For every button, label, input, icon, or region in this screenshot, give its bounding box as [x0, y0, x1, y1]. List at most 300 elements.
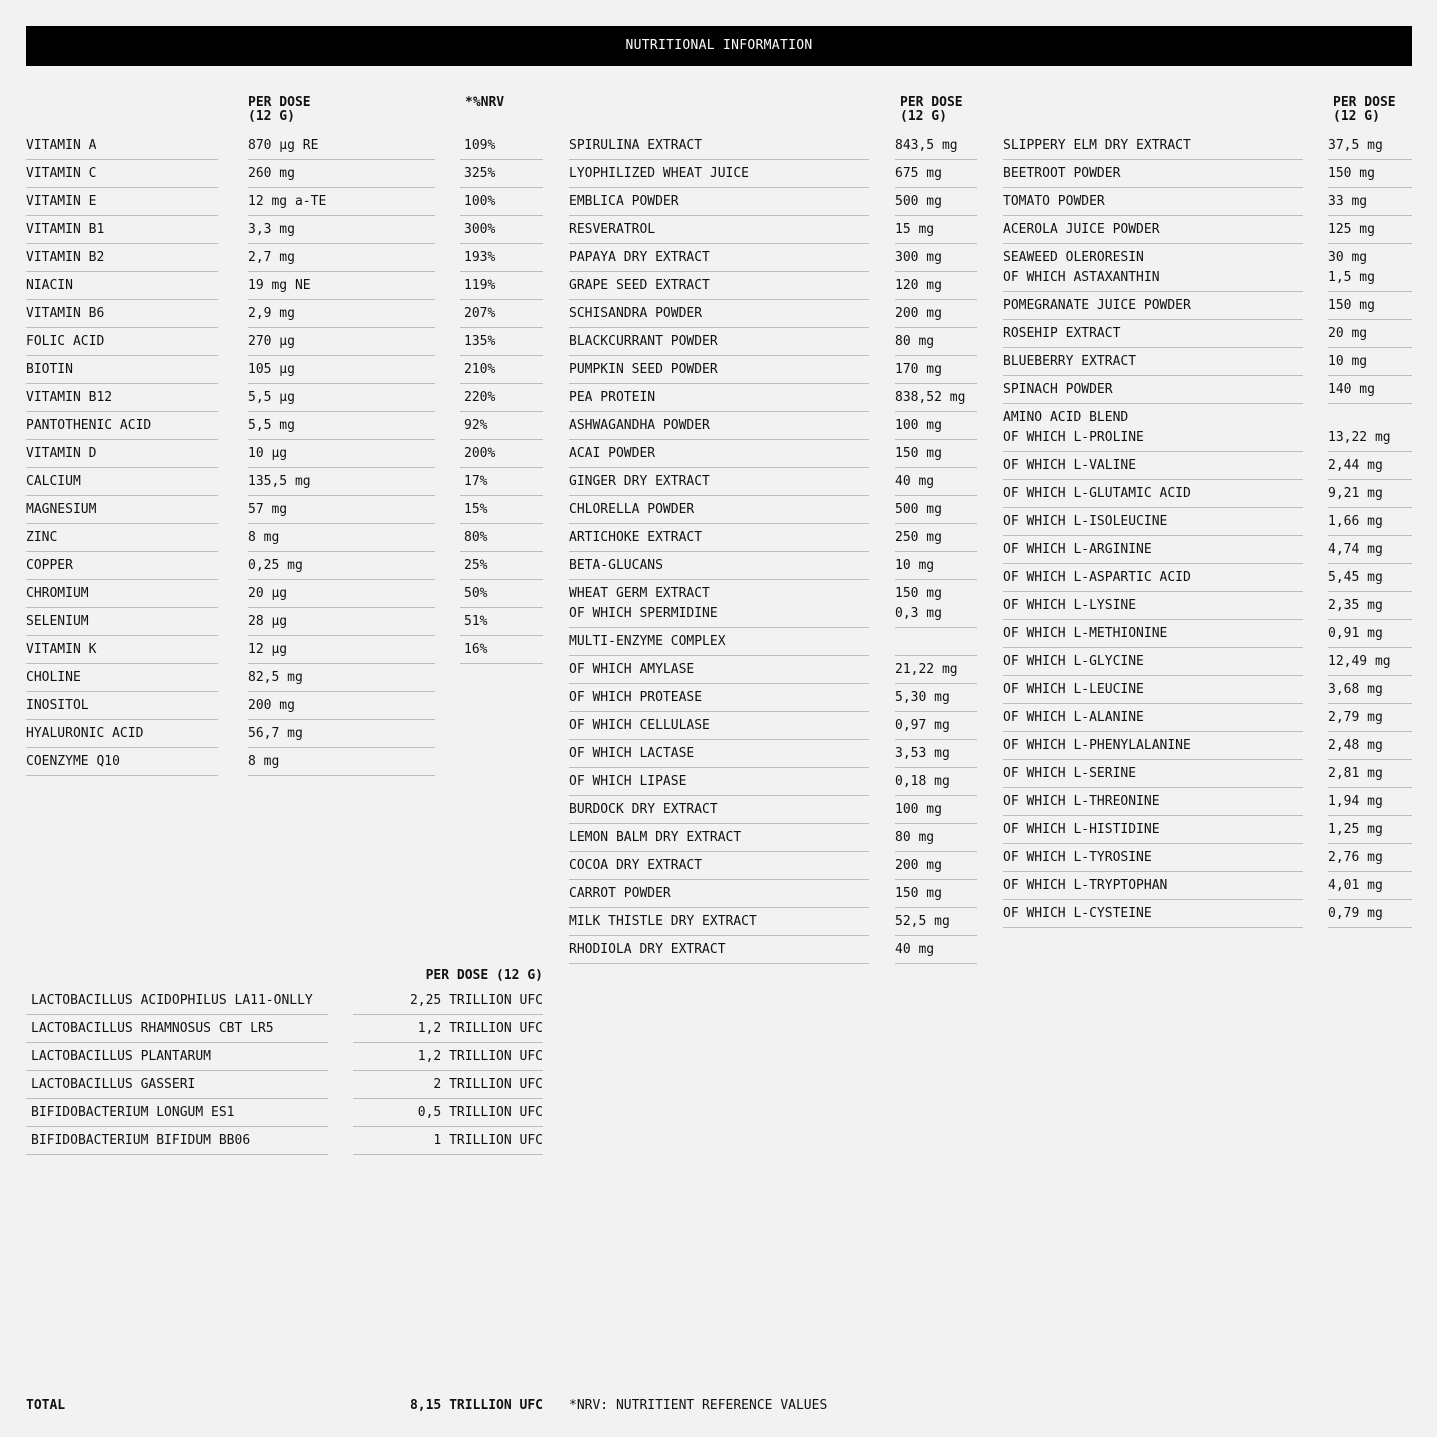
table2-name-cell-text: OF WHICH PROTEASE: [569, 690, 703, 705]
table3-dose-cell: [1328, 248, 1412, 292]
table1-nrv-cell-text: 25%: [464, 558, 488, 573]
table3-name-cell: [1003, 680, 1303, 704]
table3-name-cell: [1003, 296, 1303, 320]
table1-nrv-cell: [460, 248, 543, 272]
table3-dose-cell-text: 5,45 mg: [1328, 570, 1383, 585]
table2-name-cell: [569, 772, 869, 796]
table3-name-cell: [1003, 596, 1303, 620]
probiotic-dose-cell-text: 1,2 TRILLION UFC: [417, 1021, 543, 1036]
probiotic-name-cell: [26, 991, 328, 1015]
table1-name-cell-text: CHOLINE: [26, 670, 81, 685]
table1-dose-cell: [248, 556, 435, 580]
table1-dose-cell-text: 10 µg: [248, 446, 288, 461]
table2-dose-cell-text: 500 mg: [895, 194, 942, 209]
table1-dose-cell: [248, 528, 435, 552]
table1-dose-header: PER DOSE (12 G): [248, 95, 311, 124]
table3-dose-cell-text: 1,5 mg: [1328, 270, 1375, 285]
table1-dose-cell-text: 5,5 µg: [248, 390, 295, 405]
table2-dose-cell: [895, 556, 977, 580]
table3-dose-cell: [1328, 680, 1412, 704]
probiotic-name-cell: [26, 1019, 328, 1043]
table1-name-cell: [26, 248, 218, 272]
table1-dose-cell-text: 270 µg: [248, 334, 295, 349]
table1-name-cell: [26, 528, 218, 552]
table1-name-cell: [26, 724, 218, 748]
table3-dose-cell-text: 2,76 mg: [1328, 850, 1383, 865]
table3-name-cell: [1003, 848, 1303, 872]
table2-name-cell: [569, 304, 869, 328]
probiotic-name-cell: [26, 1131, 328, 1155]
table3-name-cell-text: OF WHICH L-LEUCINE: [1003, 682, 1144, 697]
table2-dose-cell-text: 843,5 mg: [895, 138, 958, 153]
table2-dose-cell: [895, 856, 977, 880]
probiotic-dose-cell: [353, 1075, 543, 1099]
table1-name-cell: [26, 276, 218, 300]
table1-nrv-header: *%NRV: [465, 95, 505, 110]
table2-dose-cell: [895, 332, 977, 356]
table1-name-cell-text: HYALURONIC ACID: [26, 726, 144, 741]
table1-dose-cell-text: 56,7 mg: [248, 726, 303, 741]
table1-dose-cell: [248, 388, 435, 412]
table1-dose-cell: [248, 332, 435, 356]
table2-name-cell-text: RHODIOLA DRY EXTRACT: [569, 942, 726, 957]
table1-dose-cell: [248, 500, 435, 524]
total-label: TOTAL: [26, 1398, 66, 1413]
table1-dose-cell: [248, 304, 435, 328]
probiotic-name-cell-text: LACTOBACILLUS PLANTARUM: [31, 1049, 212, 1064]
table3-name-cell-text: OF WHICH L-TYROSINE: [1003, 850, 1152, 865]
table1-dose-cell-text: 260 mg: [248, 166, 295, 181]
table2-name-cell-text: PAPAYA DRY EXTRACT: [569, 250, 710, 265]
table3-dose-cell-text: 150 mg: [1328, 166, 1375, 181]
table3-dose-cell-text: 2,35 mg: [1328, 598, 1383, 613]
table1-name-cell: [26, 332, 218, 356]
table1-name-cell-text: VITAMIN C: [26, 166, 97, 181]
table1-dose-cell: [248, 752, 435, 776]
table1-name-cell-text: VITAMIN D: [26, 446, 97, 461]
table3-name-cell: [1003, 220, 1303, 244]
probiotic-dose-cell-text: 0,5 TRILLION UFC: [417, 1105, 543, 1120]
table1-name-cell-text: FOLIC ACID: [26, 334, 105, 349]
table3-dose-cell: [1328, 408, 1412, 452]
probiotics-dose-header: PER DOSE (12 G): [425, 968, 543, 983]
table3-name-cell: [1003, 652, 1303, 676]
table1-name-cell-text: INOSITOL: [26, 698, 89, 713]
table3-dose-cell: [1328, 904, 1412, 928]
table3-name-cell-text: OF WHICH L-ASPARTIC ACID: [1003, 570, 1191, 585]
table3-dose-cell-text: 30 mg: [1328, 250, 1368, 265]
table3-dose-cell: [1328, 136, 1412, 160]
table1-nrv-cell: [460, 388, 543, 412]
table3-dose-cell-text: 2,44 mg: [1328, 458, 1383, 473]
probiotic-dose-cell: [353, 1019, 543, 1043]
table2-name-cell-text: LEMON BALM DRY EXTRACT: [569, 830, 742, 845]
table1-nrv-cell: [460, 640, 543, 664]
table2-name-cell: [569, 360, 869, 384]
table2-name-cell-text: LYOPHILIZED WHEAT JUICE: [569, 166, 750, 181]
table3-dose-cell-text: 1,94 mg: [1328, 794, 1383, 809]
table3-name-cell-text: OF WHICH L-PROLINE: [1003, 430, 1144, 445]
table3-name-cell-text: AMINO ACID BLEND: [1003, 410, 1129, 425]
table1-name-cell: [26, 556, 218, 580]
table1-name-cell: [26, 388, 218, 412]
table1-name-cell: [26, 444, 218, 468]
table2-name-cell: [569, 716, 869, 740]
table2-dose-cell: [895, 220, 977, 244]
table3-name-cell-text: TOMATO POWDER: [1003, 194, 1105, 209]
table2-dose-cell: [895, 660, 977, 684]
table2-name-cell: [569, 276, 869, 300]
table2-name-cell: [569, 192, 869, 216]
table2-dose-cell: [895, 416, 977, 440]
table2-name-cell-text: EMBLICA POWDER: [569, 194, 679, 209]
table1-nrv-cell-text: 135%: [464, 334, 496, 349]
table2-dose-cell: [895, 388, 977, 412]
table1-name-cell: [26, 612, 218, 636]
table1-name-cell-text: NIACIN: [26, 278, 73, 293]
table1-name-cell: [26, 360, 218, 384]
table1-nrv-cell-text: 92%: [464, 418, 488, 433]
probiotic-dose-cell-text: 2,25 TRILLION UFC: [409, 993, 543, 1008]
table2-dose-cell-text: 675 mg: [895, 166, 942, 181]
table1-name-cell-text: BIOTIN: [26, 362, 73, 377]
table2-name-cell-text: OF WHICH SPERMIDINE: [569, 606, 718, 621]
table2-name-cell-text: CHLORELLA POWDER: [569, 502, 695, 517]
table1-nrv-cell: [460, 472, 543, 496]
table3-dose-cell: [1328, 484, 1412, 508]
table1-dose-cell-text: 12 mg a-TE: [248, 194, 327, 209]
table3-dose-cell: [1328, 764, 1412, 788]
table1-nrv-cell: [460, 528, 543, 552]
table3-dose-cell-text: 2,48 mg: [1328, 738, 1383, 753]
table2-name-cell: [569, 556, 869, 580]
page-header: [26, 26, 1412, 66]
table2-dose-cell-text: 120 mg: [895, 278, 942, 293]
table2-dose-cell-text: 0,18 mg: [895, 774, 950, 789]
table1-dose-cell-text: 57 mg: [248, 502, 288, 517]
table2-dose-cell: [895, 136, 977, 160]
table3-dose-cell-text: 4,74 mg: [1328, 542, 1383, 557]
table3-name-cell: [1003, 408, 1303, 452]
table1-dose-cell-text: 20 µg: [248, 586, 288, 601]
table3-dose-cell: [1328, 164, 1412, 188]
table1-nrv-cell-text: 100%: [464, 194, 496, 209]
table2-name-cell-text: MILK THISTLE DRY EXTRACT: [569, 914, 757, 929]
table3-dose-cell-text: 10 mg: [1328, 354, 1368, 369]
table2-name-cell: [569, 744, 869, 768]
table2-name-cell: [569, 248, 869, 272]
table3-dose-cell-text: 140 mg: [1328, 382, 1375, 397]
table1-dose-cell: [248, 136, 435, 160]
table3-dose-cell-text: [1328, 408, 1412, 428]
table1-dose-cell: [248, 164, 435, 188]
table2-dose-cell-text: 838,52 mg: [895, 390, 966, 405]
table3-dose-cell-text: 37,5 mg: [1328, 138, 1383, 153]
table3-dose-cell-text: 4,01 mg: [1328, 878, 1383, 893]
table1-name-cell: [26, 164, 218, 188]
table1-name-cell: [26, 220, 218, 244]
table1-dose-cell-text: 2,7 mg: [248, 250, 295, 265]
table2-dose-cell-text: 100 mg: [895, 802, 942, 817]
table2-name-cell-text: SCHISANDRA POWDER: [569, 306, 703, 321]
table3-name-cell-text: OF WHICH L-GLUTAMIC ACID: [1003, 486, 1191, 501]
table1-dose-cell-text: 19 mg NE: [248, 278, 311, 293]
table2-name-cell: [569, 800, 869, 824]
probiotic-name-cell-text: LACTOBACILLUS RHAMNOSUS CBT LR5: [31, 1021, 274, 1036]
table3-name-cell: [1003, 708, 1303, 732]
table3-name-cell-text: OF WHICH L-VALINE: [1003, 458, 1137, 473]
nrv-footnote: *NRV: NUTRITIENT REFERENCE VALUES: [569, 1398, 828, 1413]
table3-dose-cell: [1328, 324, 1412, 348]
table2-name-cell-text: MULTI-ENZYME COMPLEX: [569, 634, 726, 649]
table3-name-cell-text: SPINACH POWDER: [1003, 382, 1113, 397]
table1-nrv-cell-text: 119%: [464, 278, 496, 293]
table3-name-cell: [1003, 764, 1303, 788]
table1-name-cell-text: VITAMIN B2: [26, 250, 105, 265]
table2-dose-cell: [895, 912, 977, 936]
table2-dose-cell: [895, 688, 977, 712]
table2-dose-cell: [895, 940, 977, 964]
table1-dose-cell: [248, 584, 435, 608]
table3-name-cell-text: OF WHICH L-ISOLEUCINE: [1003, 514, 1168, 529]
table2-dose-cell-text: 0,97 mg: [895, 718, 950, 733]
table3-dose-cell: [1328, 540, 1412, 564]
table2-dose-cell-text: [895, 632, 977, 652]
table2-dose-cell-text: 500 mg: [895, 502, 942, 517]
table3-name-cell-text: OF WHICH L-PHENYLALANINE: [1003, 738, 1191, 753]
table3-dose-cell: [1328, 296, 1412, 320]
table1-name-cell: [26, 500, 218, 524]
table3-dose-cell: [1328, 568, 1412, 592]
table2-name-cell: [569, 660, 869, 684]
probiotic-name-cell: [26, 1075, 328, 1099]
table1-nrv-cell-text: 16%: [464, 642, 488, 657]
table3-dose-cell: [1328, 624, 1412, 648]
table2-dose-cell: [895, 800, 977, 824]
table2-name-cell: [569, 912, 869, 936]
table3-name-cell: [1003, 484, 1303, 508]
probiotic-name-cell: [26, 1103, 328, 1127]
table3-name-cell: [1003, 164, 1303, 188]
table1-name-cell-text: ZINC: [26, 530, 58, 545]
table3-dose-cell: [1328, 456, 1412, 480]
table3-name-cell-text: SLIPPERY ELM DRY EXTRACT: [1003, 138, 1191, 153]
table2-dose-cell: [895, 632, 977, 656]
table2-dose-cell-text: 3,53 mg: [895, 746, 950, 761]
table1-nrv-cell-text: 325%: [464, 166, 496, 181]
table1-name-cell-text: VITAMIN B6: [26, 306, 105, 321]
table2-name-cell-text: RESVERATROL: [569, 222, 656, 237]
table1-dose-cell-text: 870 µg RE: [248, 138, 319, 153]
table3-name-cell-text: ROSEHIP EXTRACT: [1003, 326, 1121, 341]
table2-dose-cell-text: 40 mg: [895, 942, 935, 957]
table2-name-cell: [569, 388, 869, 412]
table1-nrv-cell: [460, 500, 543, 524]
table2-name-cell: [569, 332, 869, 356]
table1-nrv-cell-text: 207%: [464, 306, 496, 321]
table2-name-cell: [569, 884, 869, 908]
table3-dose-cell-text: 150 mg: [1328, 298, 1375, 313]
table1-name-cell-text: VITAMIN A: [26, 138, 97, 153]
table3-name-cell: [1003, 792, 1303, 816]
table2-name-cell-text: SPIRULINA EXTRACT: [569, 138, 703, 153]
table1-name-cell: [26, 416, 218, 440]
table3-dose-cell-text: 20 mg: [1328, 326, 1368, 341]
table3-name-cell: [1003, 904, 1303, 928]
table1-dose-cell: [248, 192, 435, 216]
table3-dose-cell: [1328, 512, 1412, 536]
table2-dose-cell-text: 80 mg: [895, 334, 935, 349]
table3-dose-cell-text: 9,21 mg: [1328, 486, 1383, 501]
table2-dose-cell: [895, 528, 977, 552]
table1-name-cell-text: VITAMIN B12: [26, 390, 113, 405]
table1-name-cell: [26, 304, 218, 328]
table3-name-cell: [1003, 540, 1303, 564]
table2-dose-cell: [895, 584, 977, 628]
table2-dose-cell: [895, 744, 977, 768]
table2-name-cell: [569, 584, 869, 628]
table1-nrv-cell: [460, 276, 543, 300]
table1-nrv-cell: [460, 332, 543, 356]
probiotic-name-cell-text: LACTOBACILLUS ACIDOPHILUS LA11-ONLLY: [31, 993, 313, 1008]
table2-name-cell: [569, 688, 869, 712]
table2-name-cell: [569, 220, 869, 244]
table2-dose-cell-text: 250 mg: [895, 530, 942, 545]
table1-dose-cell: [248, 612, 435, 636]
table3-dose-cell: [1328, 820, 1412, 844]
table1-nrv-cell-text: 17%: [464, 474, 488, 489]
table3-name-cell-text: OF WHICH L-GLYCINE: [1003, 654, 1144, 669]
table3-name-cell: [1003, 624, 1303, 648]
table2-name-cell-text: GRAPE SEED EXTRACT: [569, 278, 710, 293]
table1-name-cell-text: SELENIUM: [26, 614, 89, 629]
table2-name-cell-text: OF WHICH LIPASE: [569, 774, 687, 789]
table1-nrv-cell: [460, 584, 543, 608]
table3-dose-cell: [1328, 876, 1412, 900]
table2-dose-cell-text: 15 mg: [895, 222, 935, 237]
table1-dose-cell: [248, 444, 435, 468]
table2-name-cell-text: BURDOCK DRY EXTRACT: [569, 802, 718, 817]
table2-dose-cell: [895, 828, 977, 852]
table2-name-cell-text: PUMPKIN SEED POWDER: [569, 362, 718, 377]
probiotic-dose-cell: [353, 991, 543, 1015]
table1-name-cell-text: COENZYME Q10: [26, 754, 120, 769]
table1-nrv-cell-text: 109%: [464, 138, 496, 153]
table2-name-cell: [569, 472, 869, 496]
table3-dose-cell: [1328, 848, 1412, 872]
probiotic-dose-cell: [353, 1131, 543, 1155]
table3-name-cell-text: OF WHICH L-CYSTEINE: [1003, 906, 1152, 921]
table1-dose-cell: [248, 360, 435, 384]
table2-name-cell-text: WHEAT GERM EXTRACT: [569, 586, 710, 601]
table1-name-cell: [26, 136, 218, 160]
table3-dose-cell-text: 125 mg: [1328, 222, 1375, 237]
probiotic-dose-cell: [353, 1103, 543, 1127]
table2-name-cell-text: OF WHICH AMYLASE: [569, 662, 695, 677]
table1-dose-cell-text: 2,9 mg: [248, 306, 295, 321]
table1-name-cell: [26, 752, 218, 776]
table1-nrv-cell: [460, 612, 543, 636]
total-value: 8,15 TRILLION UFC: [409, 1398, 543, 1413]
table2-dose-cell-text: 10 mg: [895, 558, 935, 573]
table1-name-cell: [26, 668, 218, 692]
table2-name-cell: [569, 444, 869, 468]
table3-name-cell-text: POMEGRANATE JUICE POWDER: [1003, 298, 1191, 313]
table1-nrv-cell: [460, 304, 543, 328]
table2-dose-cell-text: 150 mg: [895, 886, 942, 901]
table2-name-cell-text: OF WHICH CELLULASE: [569, 718, 710, 733]
table1-dose-cell: [248, 220, 435, 244]
table3-name-cell: [1003, 876, 1303, 900]
table1-nrv-cell-text: 210%: [464, 362, 496, 377]
table3-name-cell-text: OF WHICH L-METHIONINE: [1003, 626, 1168, 641]
probiotic-name-cell-text: LACTOBACILLUS GASSERI: [31, 1077, 196, 1092]
table3-dose-cell-text: 33 mg: [1328, 194, 1368, 209]
table2-dose-cell: [895, 304, 977, 328]
table3-dose-cell-text: 1,66 mg: [1328, 514, 1383, 529]
table3-dose-cell: [1328, 380, 1412, 404]
table1-nrv-cell: [460, 192, 543, 216]
table1-dose-cell-text: 28 µg: [248, 614, 288, 629]
table2-dose-cell: [895, 360, 977, 384]
table1-name-cell-text: MAGNESIUM: [26, 502, 97, 517]
table1-nrv-cell: [460, 136, 543, 160]
table1-dose-cell: [248, 640, 435, 664]
table1-dose-cell-text: 135,5 mg: [248, 474, 311, 489]
table1-name-cell-text: VITAMIN E: [26, 194, 97, 209]
table2-name-cell-text: OF WHICH LACTASE: [569, 746, 695, 761]
table2-name-cell: [569, 500, 869, 524]
table2-dose-header: PER DOSE (12 G): [900, 95, 963, 124]
table3-name-cell: [1003, 352, 1303, 376]
table1-name-cell: [26, 640, 218, 664]
table2-dose-cell: [895, 500, 977, 524]
table3-dose-cell: [1328, 596, 1412, 620]
table1-dose-cell: [248, 472, 435, 496]
table2-dose-cell-text: 200 mg: [895, 306, 942, 321]
table3-name-cell-text: BEETROOT POWDER: [1003, 166, 1121, 181]
table1-name-cell-text: COPPER: [26, 558, 73, 573]
table2-dose-cell-text: 170 mg: [895, 362, 942, 377]
table3-dose-cell-text: 2,79 mg: [1328, 710, 1383, 725]
table3-dose-cell-text: 0,79 mg: [1328, 906, 1383, 921]
table2-name-cell-text: ARTICHOKE EXTRACT: [569, 530, 703, 545]
table2-dose-cell: [895, 884, 977, 908]
table1-nrv-cell-text: 193%: [464, 250, 496, 265]
table2-dose-cell-text: 21,22 mg: [895, 662, 958, 677]
table1-dose-cell: [248, 724, 435, 748]
table1-name-cell-text: CHROMIUM: [26, 586, 89, 601]
table2-dose-cell-text: 100 mg: [895, 418, 942, 433]
table2-name-cell: [569, 136, 869, 160]
table2-name-cell: [569, 416, 869, 440]
table1-nrv-cell: [460, 220, 543, 244]
probiotic-dose-cell: [353, 1047, 543, 1071]
table3-dose-cell-text: 2,81 mg: [1328, 766, 1383, 781]
table2-dose-cell-text: 0,3 mg: [895, 606, 942, 621]
table2-dose-cell: [895, 276, 977, 300]
table3-name-cell: [1003, 456, 1303, 480]
table2-name-cell-text: PEA PROTEIN: [569, 390, 656, 405]
table3-name-cell-text: OF WHICH L-ARGININE: [1003, 542, 1152, 557]
table1-nrv-cell-text: 300%: [464, 222, 496, 237]
table3-dose-cell: [1328, 352, 1412, 376]
table1-nrv-cell-text: 51%: [464, 614, 488, 629]
table1-dose-cell-text: 5,5 mg: [248, 418, 295, 433]
table2-name-cell-text: ASHWAGANDHA POWDER: [569, 418, 710, 433]
table3-name-cell-text: ACEROLA JUICE POWDER: [1003, 222, 1160, 237]
table3-name-cell-text: OF WHICH L-THREONINE: [1003, 794, 1160, 809]
